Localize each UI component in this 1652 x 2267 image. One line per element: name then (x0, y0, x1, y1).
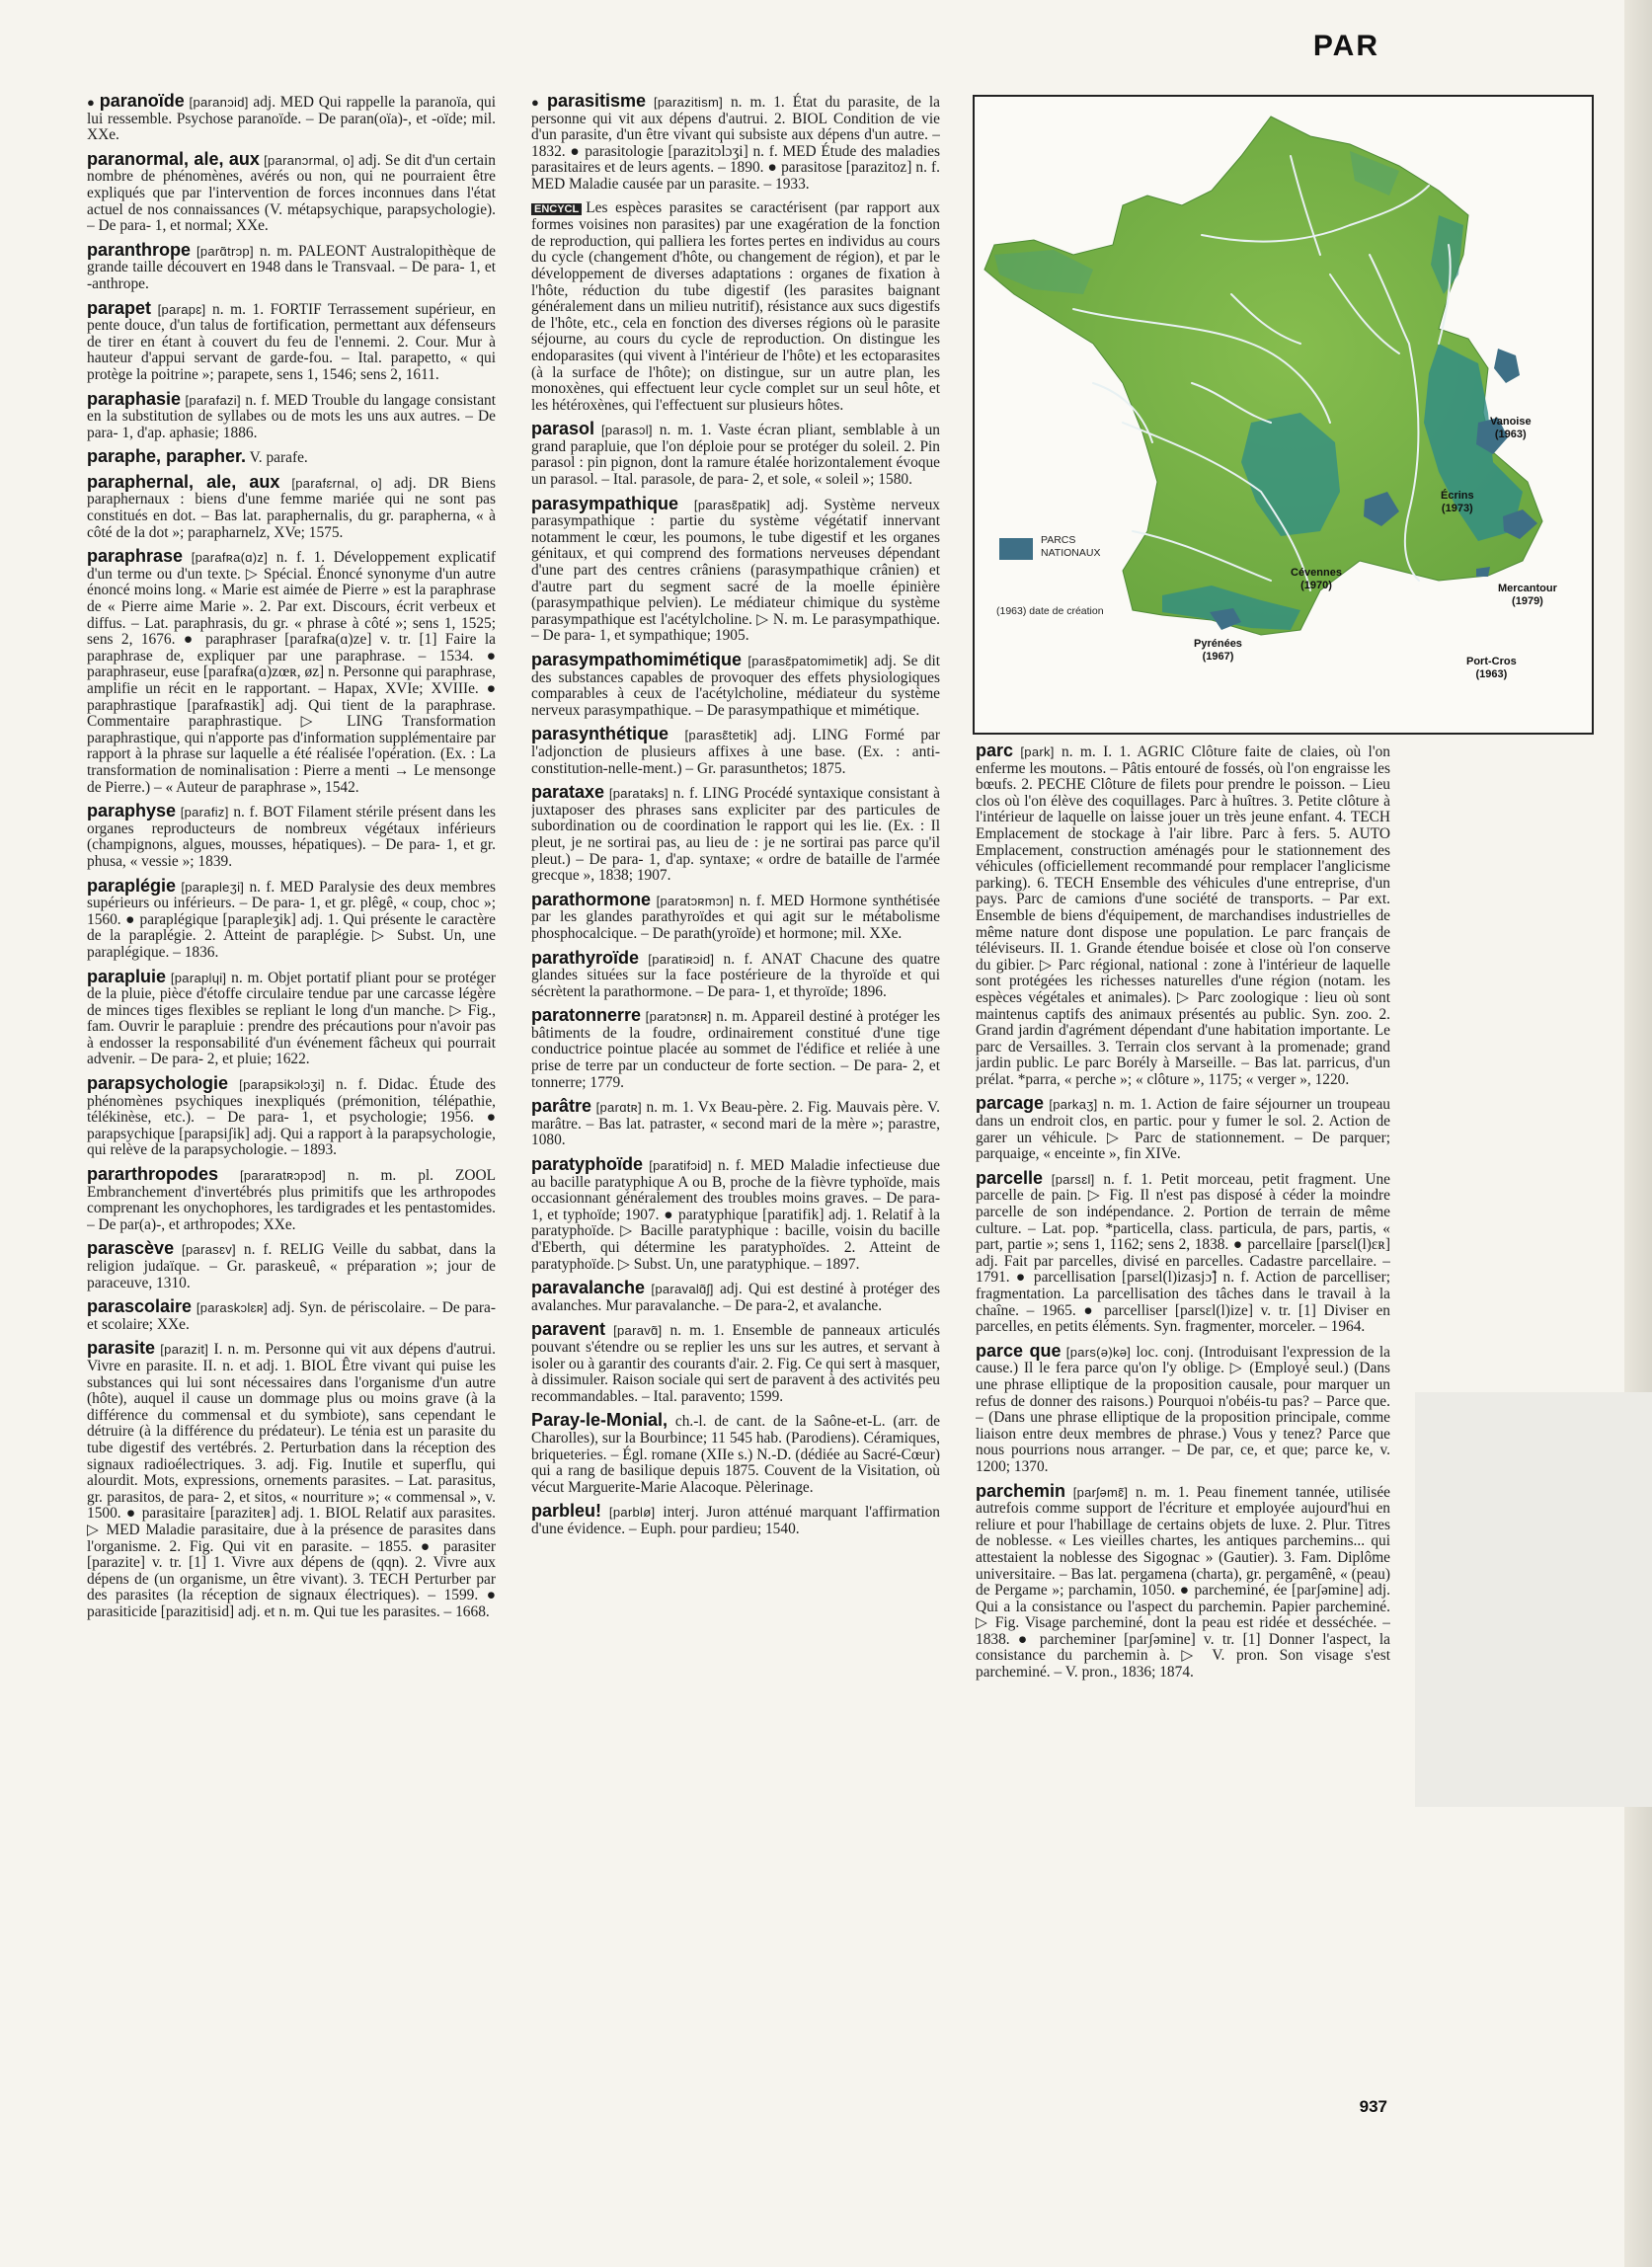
phonetic: [parafɛrnal, o] (291, 475, 382, 491)
definition: n. m. pl. ZOOL Embranchement d'invertébrés plus primitifs que les arthropodes comprenant les onychophores, les tardigrades et les pentastomides. – De par(a)-, et arthropodes; XXe. (87, 1167, 496, 1233)
dictionary-entry (976, 1167, 1390, 1336)
phonetic: [parapleʒi] (181, 879, 245, 895)
dictionary-entry (87, 966, 496, 1069)
definition: interj. Juron atténué marquant l'affirmation d'une évidence. – Euph. pour pardieu; 1540. (531, 1504, 940, 1537)
dictionary-entry (976, 1340, 1390, 1476)
dictionary-entry (531, 784, 940, 885)
headword: parcage (976, 1093, 1045, 1114)
dictionary-entry (531, 947, 940, 1001)
headword: paravalanche (531, 1278, 646, 1298)
phonetic: [paratɔʀmɔn] (656, 893, 735, 908)
headword: parc (976, 743, 1014, 760)
definition: adj. LING Formé par l'adjonction de plusieurs affixes à une base. (Ex. : anti-constitution-nelle-ment.) – Gr. parasunthetos; 1875. (531, 727, 940, 777)
headword: parâtre (531, 1096, 592, 1117)
definition: n. f. Didac. Étude des phénomènes psychiques inexpliqués (prémonition, télépathie, télékinèse, etc.). – De para- 1, et psychologie; 1956. ● parapsychique [parapsiʃik] adj. Qui a rapport à la parapsychologie, qui relève de la parapsychologie. – 1893. (87, 1076, 496, 1159)
dictionary-entry (87, 1298, 496, 1333)
dictionary-entry (976, 743, 1390, 1088)
definition: n. m. 1. Ensemble de panneaux articulés pouvant s'étendre ou se replier les uns sur les autres, et servant à isoler ou à garantir des courants d'air. 2. Fig. Ce qui sert à masquer, à dissimuler. Raison sociale qui sert de paravent à des activités peu recommandables. – Ital. paravento; 1599. (531, 1322, 940, 1405)
phonetic: [paranɔid] (189, 95, 249, 110)
dictionary-entry (531, 1280, 940, 1314)
phonetic: [parblø] (608, 1505, 656, 1521)
phonetic: [pararatʀɔpɔd] (239, 1168, 327, 1184)
dictionary-entry (531, 652, 940, 719)
headword: Paray-le-Monial, (531, 1410, 669, 1431)
dictionary-entry (531, 889, 940, 943)
definition: adj. Qui est destiné à protéger des avalanches. Mur paravalanche. – De para-2, et avalanche. (531, 1281, 940, 1314)
phonetic: [parafʀa(ɑ)z] (191, 550, 269, 566)
phonetic: [parazitism] (653, 95, 724, 110)
definition: n. f. 1. Petit morceau, petit fragment. Une parcelle de pain. ▷ Fig. Il n'est pas disposé à céder la moindre parcelle de son indépendance. 2. Portion de terrain de même culture. – Lat. pop. *particella, class. particula, de pars, partis, « part, partie »; sens 1, 1162; sens 2, 1838. ● parcellaire [parsɛl(l)ɛʀ] adj. Fait par parcelles, divisé en parcelles. Cadastre parcellaire. – 1791. ● parcellisation [parsɛl(l)izasjɔ̃] n. f. Action de parcelliser; fragmentation. La parcellisation des tâches dans le travail à la chaîne. – 1965. ● parcelliser [parsɛl(l)ize] v. tr. [1] Diviser en parcelles, en petits éléments. Syn. fragmenter, morceler. – 1964. (976, 1170, 1390, 1336)
phonetic: [paravɑ̃] (613, 1323, 663, 1339)
headword: paravent (531, 1319, 606, 1340)
dictionary-entry (976, 1480, 1390, 1681)
headword: parchemin (976, 1480, 1066, 1501)
bullet-icon: ● (531, 95, 543, 110)
definition: n. m. I. 1. AGRIC Clôture faite de claies, où l'on enferme les moutons. – Pâtis entouré de fossés, où l'on engraisse les bœufs. 2. PECHE Clôture de filets pour prendre le poisson. – Lieu clos où l'on élève des coquillages. Parc à huîtres. 3. Petite clôture à l'intérieur de laquelle on laisse jouer un très jeune enfant. 4. TECH Emplacement de stockage à l'air libre. Parc à fers. 5. AUTO Emplacement, construction aménagés pour le stationnement des véhicules (officiellement recommandé pour remplacer l'anglicisme parking). 6. TECH Ensemble des véhicules d'une entreprise, d'un pays. Parc de camions d'une société de transports. – Par ext. Ensemble de biens d'équipement, de marchandises industrielles de même nature dont dispose une population. Le parc français de téléviseurs. II. 1. Grande étendue boisée et close où l'on conserve du gibier. ▷ Parc régional, national : zone à l'intérieur de laquelle sont protégées les richesses naturelles d'une région (notam. les espèces végétales et animales). ▷ Parc zoologique : lieu où sont maintenus captifs des animaux présentés au public. Syn. zoo. 2. Grand jardin d'agrément dépendant d'une habitation importante. Le parc de Versailles. 3. Terrain clos servant à la promenade; grand jardin public. Le parc Borély à Marseille. – Bas lat. parricus, d'un prélat. *parra, « perche »; « clôture », 1175; « verger », 1220. (976, 743, 1390, 1088)
phonetic: [parasɛ̃patomimetik] (747, 654, 868, 668)
headword: paraplégie (87, 875, 177, 896)
definition: n. f. ANAT Chacune des quatre glandes situées sur la face postérieure de la thyroïde et qui sécrètent la parathormone. – De para- 1, et thyroïde; 1896. (531, 950, 940, 1000)
column-2 (531, 93, 940, 2107)
headword: paraphrase (87, 546, 184, 567)
definition: adj. MED Qui rappelle la paranoïa, qui lui ressemble. Psychose paranoïde. – De paran(oïa)-, et -oïde; mil. XXe. (87, 94, 496, 144)
dictionary-entry (531, 493, 940, 645)
definition: n. f. MED Maladie infectieuse due au bacille paratyphique A ou B, proche de la fièvre typhoïde, mais occasionnant généralement des troubles moins graves. – De para- 1, et typhoïde; 1907. ● paratyphique [paratifik] adj. 1. Relatif à la paratyphoïde. ▷ Bacille paratyphique : bacille, voisin du bacille d'Eberth, qui détermine les paratyphoïdes. 2. Atteint de paratyphoïde. ▷ Subst. Un, une paratyphique. – 1897. (531, 1157, 940, 1273)
definition: n. m. PALEONT Australopithèque de grande taille découvert en 1948 dans le Transvaal. – De para- 1, et -anthrope. (87, 242, 496, 292)
park-label-pyrenees: Pyrénées (1967) (1194, 638, 1242, 663)
definition: adj. Se dit des substances capables de provoquer des effets physiologiques comparables à ceux de l'acétylcholine, médiateur du système nerveux parasympathique. – De parasympathique et mimétique. (531, 653, 940, 719)
headword: parce que (976, 1340, 1062, 1361)
park-label-ecrins: Écrins (1973) (1441, 490, 1474, 514)
phonetic: [pars(ə)kə] (1065, 1344, 1132, 1360)
encyclopedia-tag: ENCYCL (531, 203, 582, 215)
page-edge-shadow (1624, 0, 1652, 2267)
park-label-port-cros: Port-Cros (1963) (1466, 656, 1517, 680)
dictionary-entry (87, 239, 496, 293)
headword: parasitisme (546, 93, 647, 111)
phonetic: [parkaʒ] (1049, 1097, 1098, 1113)
phonetic: [park] (1020, 744, 1055, 759)
phonetic: [parasɔl] (600, 423, 653, 438)
page-number: 937 (1359, 2097, 1387, 2116)
headword: parathormone (531, 889, 652, 909)
france-map-graphic (975, 97, 1592, 733)
headword: parasympathomimétique (531, 650, 743, 669)
headword: paraphasie (87, 388, 182, 409)
headword: parbleu! (531, 1501, 602, 1522)
dictionary-entry (531, 1098, 940, 1149)
dictionary-entry (531, 93, 940, 194)
definition: n. m. 1. État du parasite, de la personne qui vit aux dépens d'autrui. 2. BIOL Condition de vie d'un parasite, d'un être vivant qui subsiste aux dépens d'un autre. – 1832. ● parasitologie [parazitɔlɔʒi] n. f. MED Étude des maladies parasitaires et de leurs agents. – 1890. ● parasitose [parazitoz] n. f. MED Maladie causée par un parasite. – 1933. (531, 94, 940, 193)
definition: n. f. LING Procédé syntaxique consistant à juxtaposer des phrases sans expliciter par des particules de subordination ou de coordination le rapport qui les lie. (Ex. : Il pleut, je ne sortirai pas, au lieu de : je ne sortirai pas parce qu'il pleut.) – De para- 1, d'ap. syntaxe; « ordre de bataille de l'armée grecque », 1838; 1907. (531, 785, 940, 885)
national-parks-map (973, 95, 1594, 735)
definition: n. m. 1. Peau finement tannée, utilisée autrefois comme support de l'écriture et employée aujourd'hui en reliure et pour l'habillage de certains objets de luxe. 2. Plur. Titres de noblesse. « Les vieilles chartes, les antiques parchemins... qui attestaient la noblesse des Sigognac » (Gautier). 3. Fam. Diplôme universitaire. – Bas lat. pergamena (charta), gr. pergamênê, « (peau) de Pergame »; parchamin, 1050. ● parcheminé, ée [parʃəmine] adj. Qui a la consistance ou l'aspect du parchemin. Papier parcheminé. ▷ Fig. Visage parcheminé, dont la peau est ridée et desséchée. – 1838. ● parcheminer [parʃəmine] v. tr. [1] Donner l'aspect, la consistance du parchemin à. ▷ V. pron. Son visage s'est parcheminé. – V. pron., 1836; 1874. (976, 1483, 1390, 1681)
phonetic: [parafazi] (185, 392, 241, 408)
headword: parapsychologie (87, 1073, 229, 1094)
headword: parascolaire (87, 1296, 193, 1317)
headword: parasol (531, 419, 595, 439)
definition: n. m. 1. Vaste écran pliant, semblable à un grand parapluie, que l'on déploie pour se protéger du soleil. 2. Pin parasol : pin pignon, dont la ramure étalée horizontalement évoque un parasol. – Ital. parasole, de para- 2, et sole, « soleil »; 1580. (531, 422, 940, 489)
definition: n. m. 1. Action de faire séjourner un troupeau dans un endroit clos, en partic. pour y fumer le sol. 2. Action de garer un véhicule. ▷ Parc de stationnement. – De parquer; parquaige, « enceinte », fin XIVe. (976, 1096, 1390, 1163)
definition: n. m. 1. Vx Beau-père. 2. Fig. Mauvais père. V. marâtre. – Bas lat. patraster, « second mari de la mère »; parastre, 1080. (531, 1099, 940, 1149)
park-label-cevennes: Cévennes (1970) (1291, 567, 1342, 591)
phonetic: [parɑ̃trɔp] (196, 243, 254, 259)
phonetic: [parasɛ̃patik] (693, 497, 770, 512)
phonetic: [parazit] (160, 1342, 209, 1358)
column-3 (976, 743, 1390, 2105)
definition: adj. Syn. de périscolaire. – De para- et scolaire; XXe. (87, 1299, 496, 1333)
headword: paraphyse (87, 801, 177, 821)
bullet-icon: ● (87, 95, 96, 110)
dictionary-entry (531, 1321, 940, 1405)
definition: n. m. 1. FORTIF Terrassement supérieur, en pente douce, d'un talus de fortification, permettant aux défenseurs de tirer en étant à couvert du feu de l'ennemi. 2. Cour. Mur à hauteur d'appui servant de garde-fou. – Ital. parapetto, « qui protège la poitrine »; parapete, sens 1, 1546; sens 2, 1611. (87, 300, 496, 383)
park-label-vanoise: Vanoise (1963) (1490, 416, 1532, 440)
headword: parcelle (976, 1167, 1044, 1188)
legend-swatch (999, 538, 1033, 560)
dictionary-entry (531, 726, 940, 777)
headword: parataxe (531, 782, 605, 803)
running-head: PAR (1312, 30, 1379, 62)
margin-stain (1415, 1392, 1652, 1807)
phonetic: [parafiz] (180, 805, 229, 821)
definition: adj. DR Biens paraphernaux : biens d'une femme mariée qui ne sont pas constitués en dot. – Bas lat. paraphernalis, du gr. parapherna, « à côté de la dot »; parapharnelz, XVe; 1575. (87, 474, 496, 541)
dictionary-entry (87, 1166, 496, 1233)
dictionary-entry (87, 388, 496, 442)
dictionary-entry (531, 200, 940, 415)
dictionary-entry (531, 1503, 940, 1537)
definition: I. n. m. Personne qui vit aux dépens d'autrui. Vivre en parasite. II. n. et adj. 1. BIOL Être vivant qui puise les substances qui lui sont nécessaires dans l'organisme d'un autre (hôte), auquel il cause un dommage plus ou moins grave (à la différence du commensal et du symbiote), sans cependant le détruire (à la différence du prédateur). Le ténia est un parasite du tube digestif des vertébrés. 2. Perturbation dans la réception des signaux radioélectriques. 3. adj. Fig. Inutile et superflu, qui alourdit. Mots, expressions, ornements parasites. – Lat. parasitus, gr. parasitos, de para- 2, et sitos, « nourriture »; « commensal », v. 1500. ● parasitaire [paraziteʀ] adj. 1. BIOL Relatif aux parasites. ▷ MED Maladie parasitaire, due à la présence de parasites dans l'organisme. 2. Fig. Qui vit en parasite. – 1855. ● parasiter [parazite] v. tr. [1] 1. Vivre aux dépens de (qqn). 2. Vivre aux dépens de (un organisme, un être vivant). 3. TECH Perturber par des parasites (la réception de signaux électriques). – 1599. ● parasiticide [parazitisid] adj. et n. m. Qui tue les parasites. – 1668. (87, 1341, 496, 1620)
dictionary-entry (87, 1240, 496, 1291)
definition: ch.-l. de cant. de la Saône-et-L. (arr. de Charolles), sur la Bourbince; 11 545 hab. (Parodiens). Céramiques, briqueteries. – Égl. romane (XIIe s.) N.-D. (dédiée au Sacré-Cœur) qui a rang de basilique depuis 1875. Couvent de la Visitation, où vécut Marguerite-Marie Alacoque. Pèlerinage. (531, 1413, 940, 1496)
dictionary-entry (531, 1412, 940, 1496)
definition: adj. Système nerveux parasympathique : partie du système végétatif innervant notamment le cœur, les poumons, le tube digestif et les organes génitaux, et qui comprend des formations nerveuses dépendant d'une part des centres crâniens (parasympathique crânien) et d'autre part du segment sacré de la moelle épinière (parasympathique pelvien). Le médiateur chimique du système parasympathique est l'acétylcholine. ▷ N. m. Le parasympathique. – De para- 1, et sympathique; 1905. (531, 496, 940, 645)
dictionary-entry (976, 1095, 1390, 1162)
headword: paranormal, ale, aux (87, 148, 260, 169)
definition: n. f. MED Trouble du langage consistant en la substitution de syllabes ou de mots les uns aux autres. – De para- 1, d'ap. aphasie; 1886. (87, 391, 496, 441)
dictionary-entry (87, 1075, 496, 1159)
dictionary-entry (87, 471, 496, 541)
dictionary-entry (87, 875, 496, 962)
headword: paranthrope (87, 239, 192, 260)
phonetic: [paranɔrmal, o] (264, 152, 354, 168)
headword: parasympathique (531, 493, 679, 513)
phonetic: [parʃəmɛ̃] (1072, 1484, 1129, 1500)
phonetic: [parapɛ] (157, 301, 206, 317)
headword: paraphe, parapher. (87, 446, 247, 467)
phonetic: [paratiʀɔid] (648, 951, 715, 967)
phonetic: [paraplɥi] (170, 970, 227, 985)
definition: n. f. BOT Filament stérile présent dans les organes reproducteurs de nombreux végétaux inférieurs (champignons, algues, mousses, hépatiques). – De para- 1, et gr. phusa, « vessie »; 1839. (87, 804, 496, 870)
column-1 (87, 93, 496, 2107)
phonetic: [parataks] (608, 786, 669, 802)
headword: paratyphoïde (531, 1154, 644, 1175)
headword: parasite (87, 1338, 156, 1359)
phonetic: [parasɛ̃tetik] (684, 728, 757, 743)
phonetic: [parɑtʀ] (595, 1100, 642, 1116)
headword: parapet (87, 297, 152, 318)
legend-year-note: (1963) date de création (996, 605, 1104, 617)
headword: parathyroïde (531, 947, 640, 968)
dictionary-entry (87, 548, 496, 796)
phonetic: [parsɛl] (1051, 1171, 1095, 1187)
headword: parapluie (87, 966, 167, 986)
park-label-mercantour: Mercantour (1979) (1498, 583, 1557, 607)
dictionary-entry (87, 448, 496, 467)
phonetic: [parasɛv] (182, 1242, 236, 1258)
phonetic: [parapsikɔlɔʒi] (239, 1077, 325, 1093)
dictionary-entry (87, 93, 496, 144)
dictionary-entry (531, 1156, 940, 1273)
headword: pararthropodes (87, 1164, 219, 1185)
dictionary-entry (531, 421, 940, 488)
phonetic: [paravalɑ̃ʃ] (651, 1282, 714, 1297)
headword: parasynthétique (531, 724, 669, 744)
definition: Les espèces parasites se caractérisent (par rapport aux formes voisines non parasites) par une exagération de la fonction de reproduction, qui palliera les fortes pertes en individus au cours du cycle (changement d'hôte, ou changement de région), et par le développement de diverses adaptations : organes de fixation à l'hôte, réduction du tube digestif (les parasites baignant généralement dans un milieu nutritif), résistance aux sucs digestifs de l'hôte, etc., cela en fonction des diverses régions où le parasite séjourne, au cours du cycle de reproduction. On distingue les endoparasites (qui vivent à l'intérieur de l'hôte) et les ectoparasites (à la surface de l'hôte); on distingue, sur un autre plan, les monoxènes, qui effectuent leur cycle complet sur un seul hôte, et les hétéroxènes, qui l'effectuent sur plusieurs hôtes. (531, 198, 940, 414)
dictionary-entry (87, 148, 496, 235)
dictionary-entry (87, 803, 496, 870)
definition: loc. conj. (Introduisant l'expression de la cause.) Il le fera parce qu'on l'y oblige. ▷ (Employé seul.) (Dans une phrase elliptique de la proposition causale, pour marquer un refus de donner des raisons.) Pourquoi n'obéis-tu pas? – Parce que. – (Dans une phrase elliptique de la proposition principale, comme liaison entre deux membres de phrase.) Vous y tenez? Parce que nous pourrions nous arranger. – De par, ce, et que; parce ke, v. 1200; 1370. (976, 1343, 1390, 1475)
headword: parascève (87, 1238, 175, 1259)
park-vanoise (1494, 349, 1520, 383)
definition: adj. Se dit d'un certain nombre de phénomènes, avérés ou non, qui ne pourraient être expliqués que par l'intervention de forces inconnues dans l'état actuel de nos connaissances (V. métapsychique, parapsychologie). – De para- 1, et normal; XXe. (87, 151, 496, 235)
dictionary-entry (531, 1007, 940, 1091)
headword: paranoïde (99, 93, 185, 111)
dictionary-entry (87, 297, 496, 384)
definition: n. f. 1. Développement explicatif d'un terme ou d'un texte. ▷ Spécial. Énoncé synonyme d'un autre énoncé moins long. « Marie est aimée de Pierre » est la paraphrase de « Pierre aime Marie ». 2. Par ext. Discours, écrit verbeux et diffus. – Lat. paraphrasis, du gr. « phrase à côté »; sens 1, 1525; sens 2, 1676. ● paraphraser [parafʀa(ɑ)ze] v. tr. [1] Faire la paraphrase de, expliquer par une paraphrase. – 1534. ● paraphraseur, euse [parafʀa(ɑ)zœʀ, øz] n. Personne qui paraphrase, amplifie un récit en le rapportant. – Hapax, XVIe; XVIIIe. ● paraphrastique [parafʀastik] adj. Qui tient de la paraphrase. Commentaire paraphrastique. ▷ LING Transformation paraphrastique, qui n'apporte pas d'information supplémentaire par rapport à la phrase sur laquelle a été réalisée l'opération. (Ex. : La transformation de nominalisation : Pierre a menti → Le mensonge de Pierre.) – « Auteur de paraphrase », 1542. (87, 549, 496, 796)
definition: n. m. Objet portatif pliant pour se protéger de la pluie, pièce d'étoffe circulaire tendue par une carcasse légère de minces tiges flexibles se repliant le long d'un manche. ▷ Fig., fam. Ouvrir le parapluie : prendre des précautions pour n'avoir pas à endosser la responsabilité d'un événement fâcheux qui pourrait advenir. – De para- 2, et pluie; 1622. (87, 969, 496, 1068)
definition: n. f. RELIG Veille du sabbat, dans la religion judaïque. – Gr. paraskeuê, « préparation »; jour de paraceuve, 1310. (87, 1241, 496, 1291)
headword: paraphernal, ale, aux (87, 471, 280, 492)
phonetic: [paraskɔlɛʀ] (196, 1300, 269, 1316)
headword: paratonnerre (531, 1005, 642, 1026)
definition: n. m. Appareil destiné à protéger les bâtiments de la foudre, ordinairement constitué d'une tige conductrice pointue placée au sommet de l'édifice et reliée à une prise de terre par un conducteur de forte section. – De para- 2, et tonnerre; 1779. (531, 1008, 940, 1091)
definition: V. parafe. (249, 449, 308, 467)
definition: n. f. MED Paralysie des deux membres supérieurs ou inférieurs. – De para- 1, et gr. plêgê, « coup, choc »; 1560. ● paraplégique [parapleʒik] adj. 1. Qui présente le caractère de la paraplégie. 2. Atteint de paraplégie. ▷ Subst. Un, une paraplégique. – 1836. (87, 878, 496, 961)
definition: n. f. MED Hormone synthétisée par les glandes parathyroïdes et qui agit sur le métabolisme phosphocalcique. – De parath(yroïde) et hormone; mil. XXe. (531, 892, 940, 942)
phonetic: [paratifɔid] (649, 1158, 712, 1174)
phonetic: [paratɔnɛʀ] (645, 1009, 712, 1025)
dictionary-entry (87, 1340, 496, 1620)
legend-label: PARCS NATIONAUX (1041, 534, 1101, 559)
